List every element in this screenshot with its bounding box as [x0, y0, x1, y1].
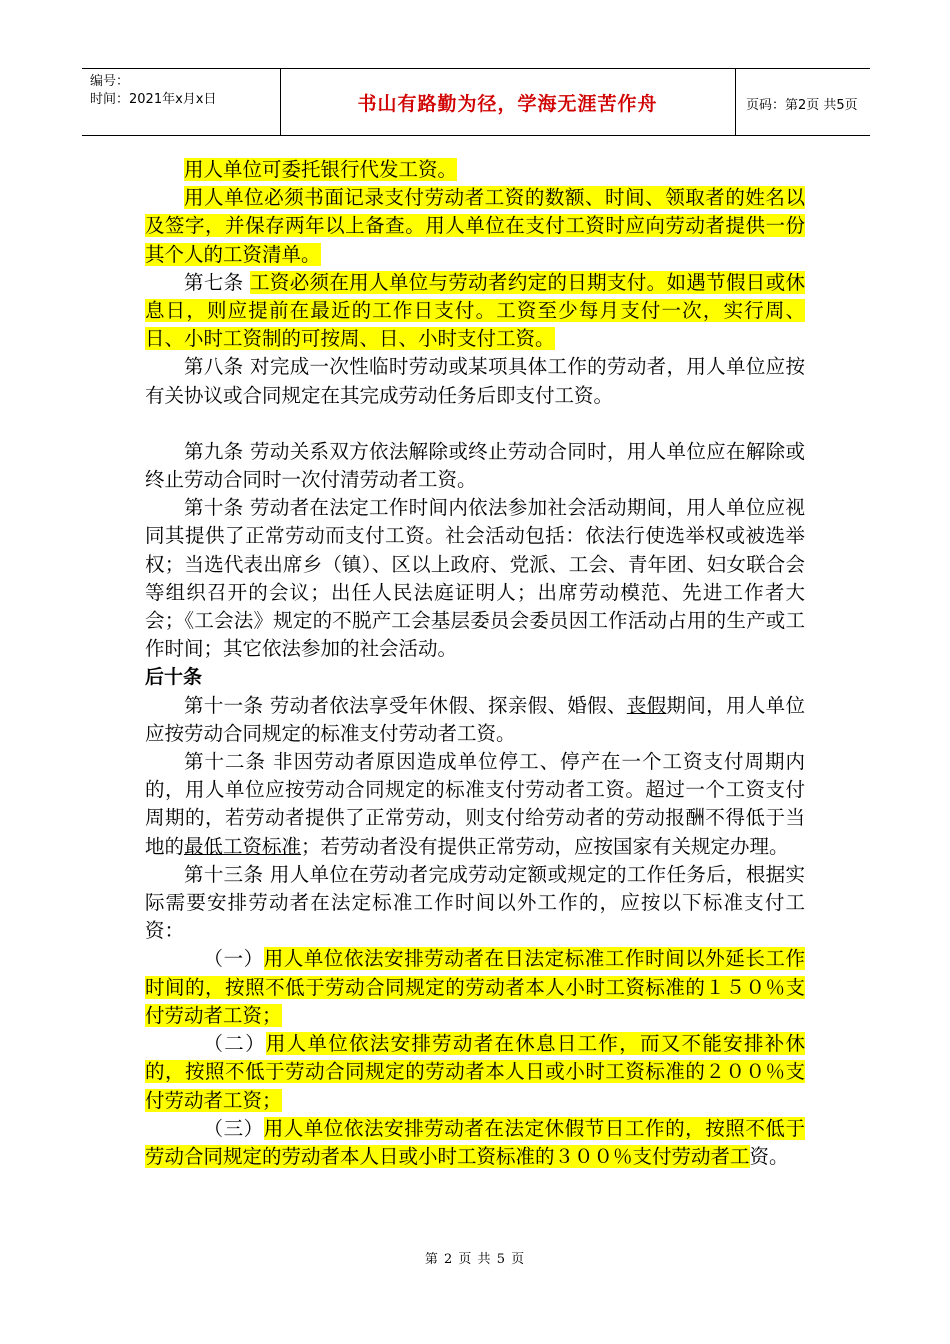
article-7 [145, 269, 805, 354]
article-13: 第十三条 用人单位在劳动者完成劳动定额或规定的工作任务后，根据实际需要安排劳动者在法定标准工作时间以外工作的，应按以下标准支付工资： [145, 862, 805, 943]
document-header [82, 68, 870, 136]
underlined-term: 最低工资标准 [184, 834, 302, 858]
article-7-label: 第七条 [184, 270, 244, 294]
item-2-label: （二） [203, 1032, 266, 1056]
underlined-term: 丧假 [626, 693, 667, 717]
document-number-label: 编号： [90, 74, 130, 89]
header-page-info: 页码：第2页 共5页 [746, 98, 858, 113]
item-1 [145, 945, 805, 1030]
paragraph [145, 184, 805, 269]
highlighted-text: 用人单位依法安排劳动者在法定休假节日工作的，按照不低于劳动合同规定的劳动者本人日或小时工资标准的３００％支付劳动者工 [145, 1116, 805, 1168]
highlighted-text: 工资必须在用人单位与劳动者约定的日期支付。如遇节假日或休息日，则应提前在最近的工作日支付。工资至少每月支付一次，实行周、日、小时工资制的可按周、日、小时支付工资。 [145, 270, 805, 351]
article-11-text: 第十一条 劳动者依法享受年休假、探亲假、婚假、 [184, 693, 627, 717]
article-12-text: 第十二条 非因劳动者原因造成单位停工、停产在一个工资支付周期内的，用人单位应按劳动合同规定的标准支付劳动者工资。超过一个工资支付周期的，若劳动者提供了正常劳动，则支付给劳动者的劳动报酬不得低于当地的 [145, 750, 805, 858]
highlighted-text: 用人单位必须书面记录支付劳动者工资的数额、时间、领取者的姓名以及签字，并保存两年以上备查。用人单位在支付工资时应向劳动者提供一份其个人的工资清单。 [145, 186, 805, 266]
item-3 [145, 1115, 805, 1171]
item-3-label: （三） [203, 1116, 264, 1140]
document-body [145, 156, 805, 1171]
article-10: 第十条 劳动者在法定工作时间内依法参加社会活动期间，用人单位应视同其提供了正常劳动而支付工资。社会活动包括：依法行使选举权或被选举权；当选代表出席乡（镇）、区以上政府、党派、工会、青年团、妇女联合会等组织召开的会议；出任人民法庭证明人；出席劳动模范、先进工作者大会；《工会法》规定的不脱产工会基层委员会委员因工作活动占用的生产或工作时间；其它依法参加的社会活动。 [145, 496, 805, 661]
header-motto-cell [280, 69, 736, 135]
paragraph [145, 156, 805, 184]
item-1-label: （一） [203, 947, 264, 971]
section-heading: 后十条 [145, 666, 203, 689]
item-3-tail: 资。 [749, 1144, 789, 1168]
highlighted-text: 用人单位依法安排劳动者在休息日工作，而又不能安排补休的，按照不低于劳动合同规定的劳动者本人日或小时工资标准的２００％支付劳动者工资； [145, 1032, 805, 1112]
highlighted-text: 用人单位可委托银行代发工资。 [184, 158, 458, 181]
article-12 [145, 748, 805, 861]
document-date: 时间：2021年x月x日 [90, 92, 217, 107]
article-11-text-end: 期间，用人单位应按劳动合同规定的标准支付劳动者工资。 [145, 693, 805, 745]
highlighted-text: 用人单位依法安排劳动者在日法定标准工作时间以外延长工作时间的，按照不低于劳动合同规定的劳动者本人小时工资标准的１５０％支付劳动者工资； [145, 947, 805, 1027]
header-motto: 书山有路勤为径，学海无涯苦作舟 [357, 93, 658, 115]
article-12-text-end: ；若劳动者没有提供正常劳动，应按国家有关规定办理。 [301, 834, 789, 858]
article-9: 第九条 劳动关系双方依法解除或终止劳动合同时，用人单位应在解除或终止劳动合同时一次付清劳动者工资。 [145, 439, 805, 492]
article-8: 第八条 对完成一次性临时劳动或某项具体工作的劳动者，用人单位应按有关协议或合同规定在其完成劳动任务后即支付工资。 [145, 355, 805, 407]
page-footer: 第 2 页 共 5 页 [424, 1252, 526, 1267]
header-page-cell [736, 69, 870, 135]
spacer [145, 410, 805, 438]
item-2 [145, 1030, 805, 1115]
header-meta-cell [82, 69, 281, 135]
article-11 [145, 692, 805, 748]
